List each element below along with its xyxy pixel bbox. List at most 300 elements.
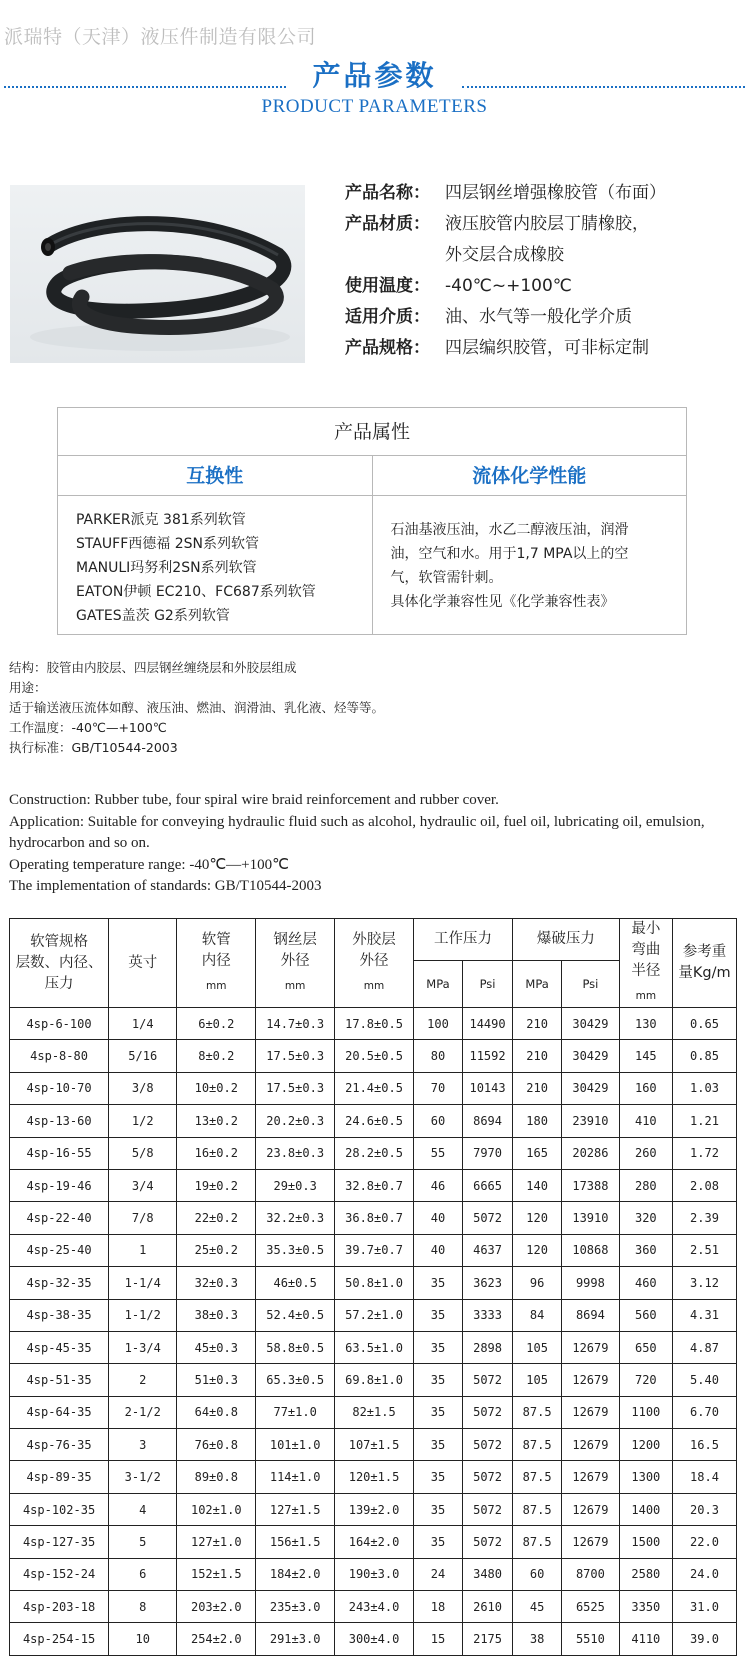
cell-work-mpa: 46 [413,1169,462,1201]
cell-inch: 5/8 [109,1137,177,1169]
table-row [10,1493,737,1525]
cell-spec: 4sp-32-35 [10,1267,109,1299]
cell-weight: 22.0 [672,1526,736,1558]
spec-key: 使用温度： [345,276,430,296]
cell-wire-od: 17.5±0.3 [256,1072,335,1104]
cell-work-mpa: 35 [413,1396,462,1428]
spec-row-medium [345,302,745,333]
cell-burst-mpa: 84 [513,1299,562,1331]
cell-work-mpa: 18 [413,1591,462,1623]
cell-weight: 1.03 [672,1072,736,1104]
cell-inner-diameter: 89±0.8 [177,1461,256,1493]
cell-work-mpa: 40 [413,1234,462,1266]
table-row [10,1040,737,1072]
cell-work-mpa: 80 [413,1040,462,1072]
cell-weight: 24.0 [672,1558,736,1590]
product-spec-list [345,178,745,364]
cell-spec: 4sp-152-24 [10,1558,109,1590]
cell-inch: 8 [109,1591,177,1623]
table-row [10,1072,737,1104]
cell-weight: 1.21 [672,1105,736,1137]
spec-value: 液压胶管内胶层丁腈橡胶， 外交层合成橡胶 [445,214,649,265]
fluid-chemistry-heading: 流体化学性能 [373,456,687,496]
cell-cover-od: 36.8±0.7 [335,1202,414,1234]
spec-value: 四层编织胶管，可非标定制 [445,338,649,358]
spec-value: -40℃~+100℃ [445,276,572,296]
table-row [10,1526,737,1558]
cell-inch: 6 [109,1558,177,1590]
cell-bend-radius: 460 [619,1267,672,1299]
cell-work-mpa: 24 [413,1558,462,1590]
interchange-item: MANULI玛努利2SN系列软管 [76,560,257,576]
cell-inch: 3/4 [109,1169,177,1201]
cell-weight: 2.39 [672,1202,736,1234]
table-row [10,1008,737,1040]
cell-cover-od: 243±4.0 [335,1591,414,1623]
notes-english [9,790,744,898]
cell-work-mpa: 35 [413,1331,462,1363]
cell-spec: 4sp-38-35 [10,1299,109,1331]
cell-wire-od: 127±1.5 [256,1493,335,1525]
table-row [10,1396,737,1428]
cell-inner-diameter: 25±0.2 [177,1234,256,1266]
dotted-divider-left [4,86,286,88]
cell-inner-diameter: 152±1.5 [177,1558,256,1590]
cell-burst-mpa: 45 [513,1591,562,1623]
cell-cover-od: 32.8±0.7 [335,1169,414,1201]
cell-work-psi: 2898 [463,1331,513,1363]
cell-work-mpa: 35 [413,1526,462,1558]
cell-spec: 4sp-22-40 [10,1202,109,1234]
table-row [10,1331,737,1363]
cell-inch: 3-1/2 [109,1461,177,1493]
cell-bend-radius: 280 [619,1169,672,1201]
cell-work-psi: 14490 [463,1008,513,1040]
dotted-divider-right [462,86,745,88]
cell-wire-od: 35.3±0.5 [256,1234,335,1266]
cell-weight: 5.40 [672,1364,736,1396]
cell-bend-radius: 720 [619,1364,672,1396]
cell-cover-od: 164±2.0 [335,1526,414,1558]
cell-work-psi: 10143 [463,1072,513,1104]
cell-wire-od: 14.7±0.3 [256,1008,335,1040]
cell-weight: 4.31 [672,1299,736,1331]
cell-bend-radius: 650 [619,1331,672,1363]
cell-inner-diameter: 10±0.2 [177,1072,256,1104]
cell-wire-od: 29±0.3 [256,1169,335,1201]
cell-work-mpa: 15 [413,1623,462,1655]
cell-inner-diameter: 13±0.2 [177,1105,256,1137]
spec-row-material [345,209,745,271]
cell-inner-diameter: 6±0.2 [177,1008,256,1040]
cell-cover-od: 120±1.5 [335,1461,414,1493]
cell-burst-psi: 13910 [562,1202,620,1234]
table-row [10,1137,737,1169]
cell-work-psi: 5072 [463,1493,513,1525]
fluid-text-line: 气，软管需针刺。 [390,570,503,586]
cell-bend-radius: 1300 [619,1461,672,1493]
header-work-mpa: MPa [413,961,462,1008]
cell-inner-diameter: 76±0.8 [177,1429,256,1461]
cell-bend-radius: 1200 [619,1429,672,1461]
cell-work-mpa: 35 [413,1461,462,1493]
header-cover-od-text: 外胶层 外径 [352,931,396,969]
header-burst-pressure: 爆破压力 [513,919,620,961]
cell-wire-od: 77±1.0 [256,1396,335,1428]
note-construction-cn: 结构：胶管由内胶层、四层钢丝缠绕层和外胶层组成 [9,660,297,675]
cell-spec: 4sp-89-35 [10,1461,109,1493]
cell-work-psi: 5072 [463,1429,513,1461]
cell-weight: 39.0 [672,1623,736,1655]
header-wire-od-unit: mm [284,979,306,992]
cell-burst-psi: 30429 [562,1040,620,1072]
cell-bend-radius: 410 [619,1105,672,1137]
cell-spec: 4sp-25-40 [10,1234,109,1266]
cell-inner-diameter: 203±2.0 [177,1591,256,1623]
cell-bend-radius: 560 [619,1299,672,1331]
header-work-psi: Psi [463,961,513,1008]
header-bend-radius [619,919,672,1008]
cell-weight: 3.12 [672,1267,736,1299]
cell-cover-od: 21.4±0.5 [335,1072,414,1104]
spec-row-temperature [345,271,745,302]
cell-burst-psi: 23910 [562,1105,620,1137]
cell-burst-psi: 10868 [562,1234,620,1266]
cell-burst-psi: 12679 [562,1461,620,1493]
cell-burst-psi: 8694 [562,1299,620,1331]
cell-burst-psi: 5510 [562,1623,620,1655]
cell-inch: 1-1/2 [109,1299,177,1331]
cell-wire-od: 46±0.5 [256,1267,335,1299]
cell-weight: 16.5 [672,1429,736,1461]
cell-bend-radius: 260 [619,1137,672,1169]
cell-inch: 3/8 [109,1072,177,1104]
cell-burst-mpa: 210 [513,1072,562,1104]
cell-inch: 1/4 [109,1008,177,1040]
cell-cover-od: 139±2.0 [335,1493,414,1525]
cell-spec: 4sp-102-35 [10,1493,109,1525]
cell-work-psi: 5072 [463,1396,513,1428]
cell-burst-mpa: 87.5 [513,1526,562,1558]
cell-weight: 4.87 [672,1331,736,1363]
cell-inch: 1-3/4 [109,1331,177,1363]
note-application-label-cn: 用途： [9,680,47,695]
cell-work-psi: 7970 [463,1137,513,1169]
cell-inch: 1/2 [109,1105,177,1137]
fluid-text-line: 油，空气和水。用于1,7 MPA以上的空 [390,546,629,562]
cell-cover-od: 50.8±1.0 [335,1267,414,1299]
header-id-unit: mm [206,979,227,992]
header-weight-text: 参考重 量Kg/m [678,944,731,981]
cell-inner-diameter: 45±0.3 [177,1331,256,1363]
cell-spec: 4sp-203-18 [10,1591,109,1623]
header-wire-od-text: 钢丝层 外径 [273,931,317,969]
cell-burst-mpa: 38 [513,1623,562,1655]
table-row [10,1105,737,1137]
interchange-item: GATES盖茨 G2系列软管 [76,608,230,624]
cell-wire-od: 52.4±0.5 [256,1299,335,1331]
cell-weight: 0.85 [672,1040,736,1072]
cell-weight: 6.70 [672,1396,736,1428]
fluid-chemistry-column [372,456,687,634]
cell-bend-radius: 3350 [619,1591,672,1623]
company-name: 派瑞特（天津）液压件制造有限公司 [4,26,317,48]
note-standard-en: The implementation of standards: GB/T10544-2003 [9,878,322,894]
note-application-cn: 适于输送液压流体如醇、液压油、燃油、润滑油、乳化液、烃等等。 [9,700,385,715]
cell-burst-psi: 20286 [562,1137,620,1169]
note-construction-en: Construction: Rubber tube, four spiral wire braid reinforcement and rubber cover. [9,792,499,808]
cell-inner-diameter: 38±0.3 [177,1299,256,1331]
cell-inner-diameter: 32±0.3 [177,1267,256,1299]
spec-key: 适用介质： [345,307,430,327]
cell-work-mpa: 35 [413,1364,462,1396]
cell-work-psi: 5072 [463,1364,513,1396]
cell-burst-psi: 17388 [562,1169,620,1201]
section-title-cn: 产品参数 [312,59,437,92]
spec-key: 产品名称： [345,183,430,203]
cell-wire-od: 235±3.0 [256,1591,335,1623]
table-row [10,1623,737,1655]
cell-burst-psi: 12679 [562,1429,620,1461]
interchange-item: EATON伊顿 EC210、FC687系列软管 [76,584,316,600]
cell-cover-od: 28.2±0.5 [335,1137,414,1169]
interchange-item: PARKER派克 381系列软管 [76,512,246,528]
spec-row-specification [345,333,745,364]
cell-work-psi: 8694 [463,1105,513,1137]
cell-work-psi: 3333 [463,1299,513,1331]
header-burst-mpa: MPa [513,961,562,1008]
cell-wire-od: 114±1.0 [256,1461,335,1493]
cell-weight: 0.65 [672,1008,736,1040]
cell-burst-mpa: 105 [513,1331,562,1363]
header-wire-od [256,919,335,1008]
cell-work-psi: 11592 [463,1040,513,1072]
cell-bend-radius: 360 [619,1234,672,1266]
header-inch: 英寸 [109,919,177,1008]
cell-cover-od: 63.5±1.0 [335,1331,414,1363]
cell-spec: 4sp-127-35 [10,1526,109,1558]
note-standard-cn: 执行标准：GB/T10544-2003 [9,740,178,755]
fluid-text-line: 石油基液压油，水乙二醇液压油，润滑 [390,522,629,538]
cell-inch: 4 [109,1493,177,1525]
attributes-title: 产品属性 [58,408,686,456]
cell-cover-od: 17.8±0.5 [335,1008,414,1040]
cell-burst-mpa: 165 [513,1137,562,1169]
cell-burst-mpa: 210 [513,1008,562,1040]
spec-value: 油、水气等一般化学介质 [445,307,632,327]
cell-burst-psi: 12679 [562,1493,620,1525]
cell-work-mpa: 60 [413,1105,462,1137]
cell-bend-radius: 320 [619,1202,672,1234]
spec-key: 产品规格： [345,338,430,358]
cell-work-mpa: 70 [413,1072,462,1104]
cell-burst-mpa: 87.5 [513,1461,562,1493]
cell-wire-od: 58.8±0.5 [256,1331,335,1363]
cell-burst-psi: 9998 [562,1267,620,1299]
note-application-en: Application: Suitable for conveying hydraulic fluid such as alcohol, hydraulic oil, fuel oil, lubricating oil, emulsion, hydrocarbon and so on. [9,813,705,851]
table-row [10,1169,737,1201]
cell-wire-od: 20.2±0.3 [256,1105,335,1137]
cell-burst-mpa: 105 [513,1364,562,1396]
cell-wire-od: 101±1.0 [256,1429,335,1461]
cell-spec: 4sp-13-60 [10,1105,109,1137]
cell-cover-od: 300±4.0 [335,1623,414,1655]
cell-work-mpa: 35 [413,1267,462,1299]
header-spec-text: 软管规格 层数、内径、 压力 [15,933,103,992]
cell-inner-diameter: 102±1.0 [177,1493,256,1525]
cell-cover-od: 39.7±0.7 [335,1234,414,1266]
cell-burst-psi: 30429 [562,1008,620,1040]
cell-weight: 31.0 [672,1591,736,1623]
table-row [10,1591,737,1623]
cell-bend-radius: 1400 [619,1493,672,1525]
cell-cover-od: 20.5±0.5 [335,1040,414,1072]
cell-wire-od: 65.3±0.5 [256,1364,335,1396]
cell-spec: 4sp-64-35 [10,1396,109,1428]
cell-burst-mpa: 87.5 [513,1396,562,1428]
notes-chinese [9,658,384,758]
header-bend-unit: mm [635,990,657,1002]
interchangeability-column [58,456,372,634]
cell-work-mpa: 35 [413,1299,462,1331]
cell-inch: 2-1/2 [109,1396,177,1428]
cell-work-psi: 5072 [463,1526,513,1558]
cell-cover-od: 69.8±1.0 [335,1364,414,1396]
cell-burst-psi: 30429 [562,1072,620,1104]
cell-burst-psi: 6525 [562,1591,620,1623]
cell-burst-psi: 12679 [562,1364,620,1396]
cell-burst-mpa: 180 [513,1105,562,1137]
cell-inch: 2 [109,1364,177,1396]
product-attributes-box [57,407,687,635]
interchangeability-heading: 互换性 [58,456,372,496]
cell-work-psi: 4637 [463,1234,513,1266]
cell-burst-psi: 12679 [562,1396,620,1428]
cell-wire-od: 156±1.5 [256,1526,335,1558]
cell-spec: 4sp-45-35 [10,1331,109,1363]
cell-inch: 10 [109,1623,177,1655]
spec-key: 产品材质： [345,214,430,234]
cell-burst-psi: 12679 [562,1526,620,1558]
cell-inner-diameter: 22±0.2 [177,1202,256,1234]
cell-bend-radius: 130 [619,1008,672,1040]
cell-wire-od: 291±3.0 [256,1623,335,1655]
cell-spec: 4sp-76-35 [10,1429,109,1461]
cell-wire-od: 32.2±0.3 [256,1202,335,1234]
cell-spec: 4sp-16-55 [10,1137,109,1169]
section-title-en: PRODUCT PARAMETERS [261,96,488,117]
cell-burst-mpa: 96 [513,1267,562,1299]
header-spec [10,919,109,1008]
hose-illustration [10,185,305,363]
cell-spec: 4sp-19-46 [10,1169,109,1201]
cell-burst-mpa: 87.5 [513,1429,562,1461]
header-weight [672,919,736,1008]
spec-row-name [345,178,745,209]
cell-cover-od: 82±1.5 [335,1396,414,1428]
cell-burst-mpa: 60 [513,1558,562,1590]
header-burst-psi: Psi [562,961,620,1008]
cell-cover-od: 190±3.0 [335,1558,414,1590]
cell-bend-radius: 160 [619,1072,672,1104]
cell-work-psi: 6665 [463,1169,513,1201]
cell-burst-psi: 12679 [562,1331,620,1363]
cell-burst-mpa: 140 [513,1169,562,1201]
cell-work-mpa: 35 [413,1429,462,1461]
parameters-table [9,918,737,1656]
cell-wire-od: 184±2.0 [256,1558,335,1590]
header-bend-text: 最小 弯曲 半径 [631,921,661,979]
cell-wire-od: 17.5±0.3 [256,1040,335,1072]
table-row [10,1202,737,1234]
table-row [10,1299,737,1331]
cell-inner-diameter: 64±0.8 [177,1396,256,1428]
cell-work-psi: 3480 [463,1558,513,1590]
cell-bend-radius: 2580 [619,1558,672,1590]
cell-burst-mpa: 120 [513,1202,562,1234]
note-temperature-cn: 工作温度：-40℃—+100℃ [9,720,167,735]
cell-weight: 2.51 [672,1234,736,1266]
cell-bend-radius: 1500 [619,1526,672,1558]
cell-inch: 5 [109,1526,177,1558]
header-id-text: 软管 内径 [201,931,231,969]
table-row [10,1364,737,1396]
header-inner-diameter [177,919,256,1008]
cell-spec: 4sp-6-100 [10,1008,109,1040]
cell-weight: 20.3 [672,1493,736,1525]
cell-burst-mpa: 87.5 [513,1493,562,1525]
header-work-pressure: 工作压力 [413,919,512,961]
header-cover-od-unit: mm [363,979,385,992]
cell-inch: 7/8 [109,1202,177,1234]
cell-inner-diameter: 8±0.2 [177,1040,256,1072]
cell-spec: 4sp-10-70 [10,1072,109,1104]
cell-work-mpa: 100 [413,1008,462,1040]
cell-work-mpa: 55 [413,1137,462,1169]
cell-work-mpa: 40 [413,1202,462,1234]
cell-bend-radius: 145 [619,1040,672,1072]
cell-inch: 1 [109,1234,177,1266]
cell-work-mpa: 35 [413,1493,462,1525]
cell-weight: 2.08 [672,1169,736,1201]
cell-inner-diameter: 16±0.2 [177,1137,256,1169]
table-row [10,1461,737,1493]
cell-burst-psi: 8700 [562,1558,620,1590]
cell-inner-diameter: 254±2.0 [177,1623,256,1655]
cell-inner-diameter: 51±0.3 [177,1364,256,1396]
note-temperature-en: Operating temperature range: -40℃—+100℃ [9,856,289,873]
cell-work-psi: 3623 [463,1267,513,1299]
interchange-item: STAUFF西德福 2SN系列软管 [76,536,259,552]
cell-spec: 4sp-51-35 [10,1364,109,1396]
table-row [10,1267,737,1299]
cell-bend-radius: 4110 [619,1623,672,1655]
cell-wire-od: 23.8±0.3 [256,1137,335,1169]
cell-burst-mpa: 210 [513,1040,562,1072]
cell-inner-diameter: 19±0.2 [177,1169,256,1201]
cell-spec: 4sp-254-15 [10,1623,109,1655]
cell-inch: 1-1/4 [109,1267,177,1299]
cell-weight: 1.72 [672,1137,736,1169]
table-row [10,1234,737,1266]
table-row [10,1558,737,1590]
cell-cover-od: 107±1.5 [335,1429,414,1461]
cell-weight: 18.4 [672,1461,736,1493]
cell-work-psi: 2610 [463,1591,513,1623]
cell-inch: 5/16 [109,1040,177,1072]
spec-value: 四层钢丝增强橡胶管（布面） [445,183,666,203]
header-cover-od [335,919,414,1008]
